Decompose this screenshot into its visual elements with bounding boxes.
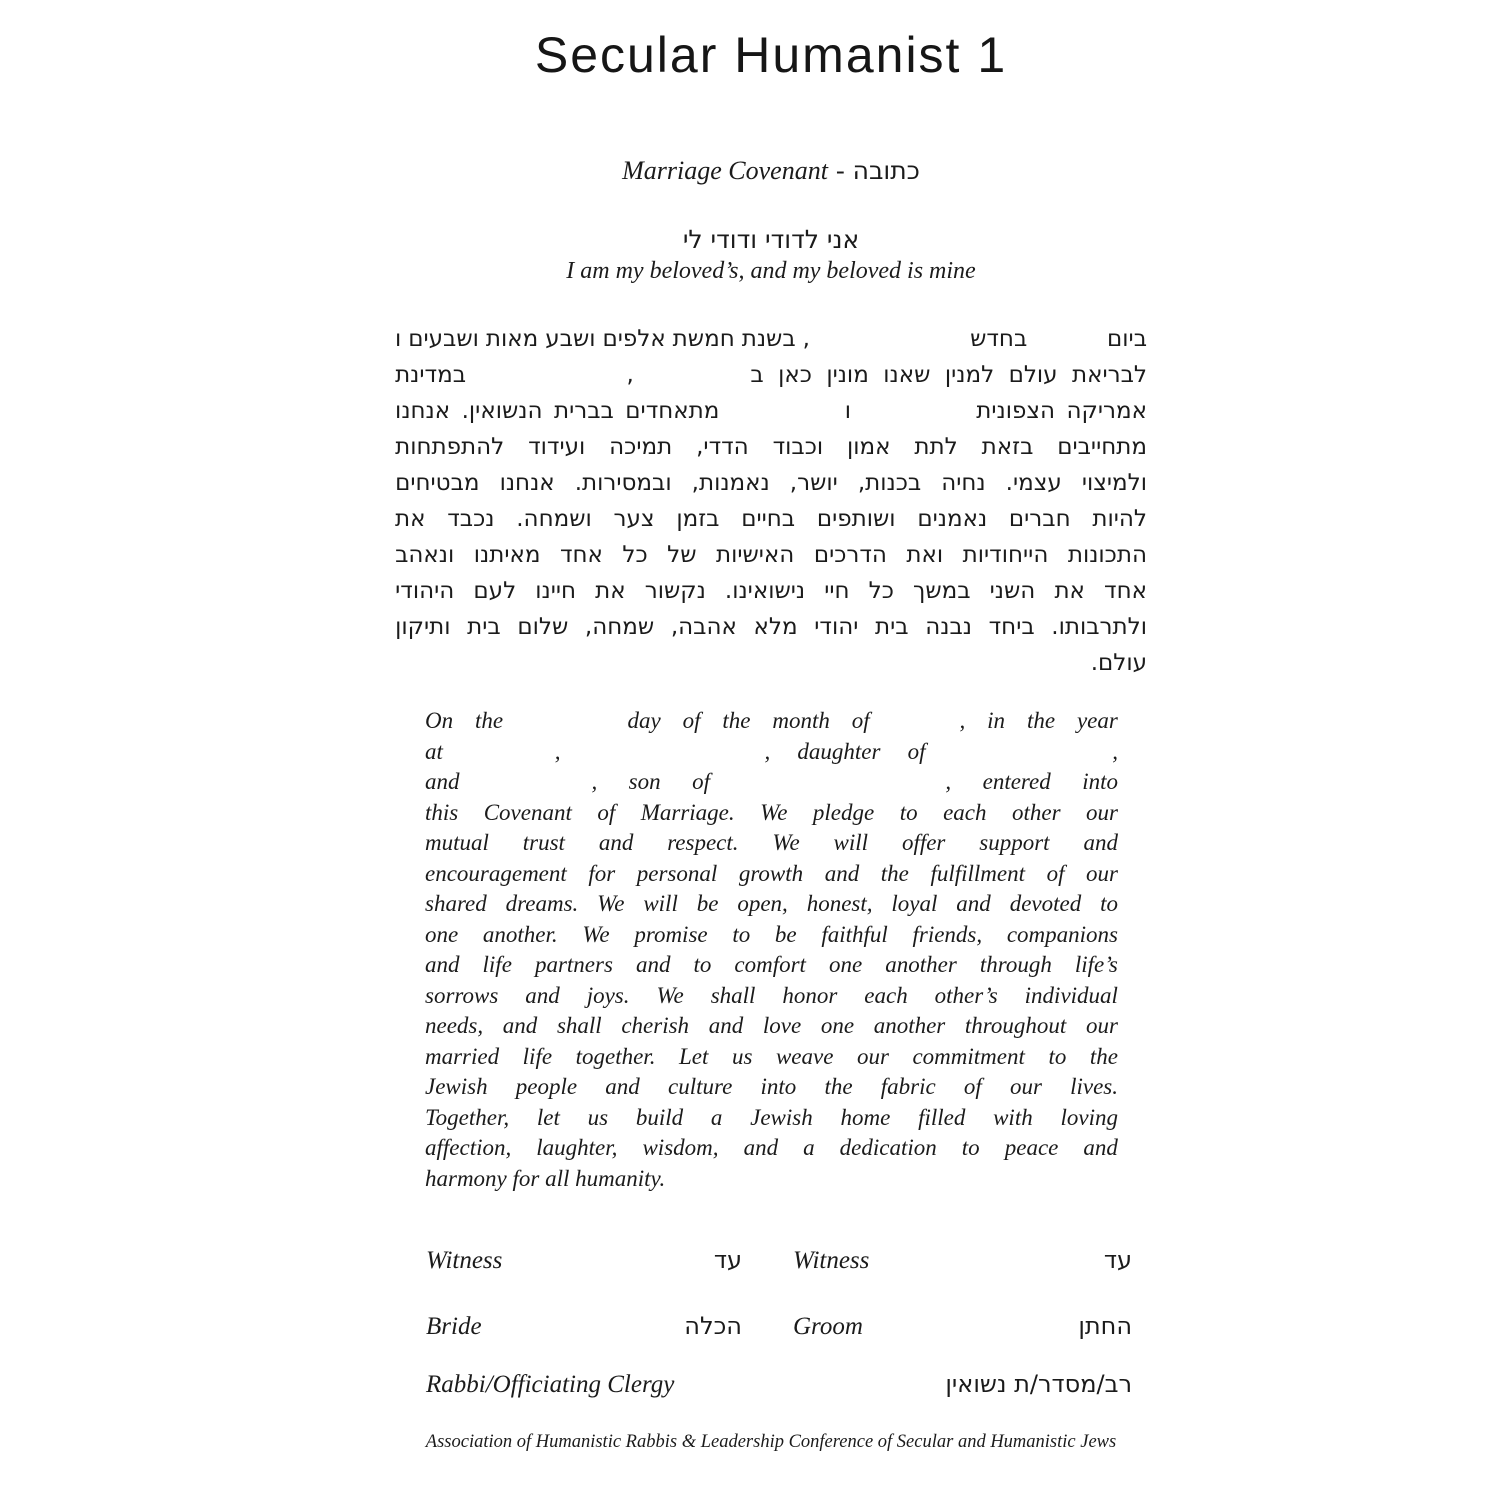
text-line: and , son of , entered into xyxy=(425,769,1118,794)
witness-right-label: Witness xyxy=(793,1247,870,1274)
text-line: affection, laughter, wisdom, and a dedication to peace and xyxy=(425,1135,1118,1160)
groom-label: Groom xyxy=(793,1313,863,1340)
text-line: needs, and shall cherish and love one another throughout our xyxy=(425,1013,1118,1038)
text-line: ולתרבותו. ביחד נבנה בית יהודי מלא אהבה, שמחה, שלום בית ותיקון xyxy=(395,614,1147,640)
english-verse: I am my beloved’s, and my beloved is mine xyxy=(566,258,976,284)
text-line: mutual trust and respect. We will offer support and xyxy=(425,830,1118,855)
text-line: sorrows and joys. We shall honor each other’s individual xyxy=(425,982,1118,1008)
subtitle-english: Marriage Covenant xyxy=(622,156,828,185)
subtitle-separator: - xyxy=(835,156,845,185)
english-paragraph xyxy=(425,706,1118,1194)
witness-signature-row xyxy=(426,1246,1132,1275)
text-line: and life partners and to comfort one another through life’s xyxy=(425,952,1118,977)
page-title: Secular Humanist 1 xyxy=(534,27,1008,83)
hebrew-paragraph xyxy=(395,321,1147,681)
witness-right xyxy=(793,1246,1132,1275)
text-line: Jewish people and culture into the fabric of our lives. xyxy=(425,1074,1118,1099)
text-line: Together, let us build a Jewish home filled with loving xyxy=(425,1104,1118,1130)
text-line: one another. We promise to be faithful friends, companions xyxy=(425,921,1118,947)
bride-label: Bride xyxy=(426,1313,482,1340)
text-line: harmony for all humanity. xyxy=(425,1165,666,1191)
text-line: On the day of the month of , in the year xyxy=(425,708,1118,733)
text-line: married life together. Let us weave our commitment to the xyxy=(425,1043,1118,1069)
text-line: ביום בחדש , בשנת חמשת אלפים ושבע מאות ושבעים ו xyxy=(395,326,1147,352)
text-line: ולמיצוי עצמי. נחיה בכנות, יושר, נאמנות, ובמסירות. אנחנו מבטיחים xyxy=(395,470,1147,496)
groom-hebrew-label: החתן xyxy=(1078,1312,1132,1340)
clergy-signature xyxy=(426,1370,1132,1399)
bride-groom-signature-row xyxy=(426,1312,1132,1341)
text-line: מתחייבים בזאת לתת אמון וכבוד הדדי, תמיכה ועידוד להתפתחות xyxy=(395,434,1147,460)
witness-left-hebrew-label: עד xyxy=(713,1246,742,1274)
hebrew-verse: אני לדודי ודודי לי xyxy=(682,225,860,254)
text-line: encouragement for personal growth and the fulfillment of our xyxy=(425,860,1118,886)
text-line: at , , daughter of , xyxy=(425,738,1118,764)
bride-signature xyxy=(426,1312,742,1341)
clergy-label: Rabbi/Officiating Clergy xyxy=(426,1371,675,1398)
text-line: אמריקה הצפונית ו מתאחדים בברית הנשואין. אנחנו xyxy=(395,398,1147,424)
text-line: אחד את השני במשך כל חיי נישואינו. נקשור את חיינו לעם היהודי xyxy=(395,578,1147,604)
text-line: עולם. xyxy=(1090,650,1147,676)
document-content xyxy=(395,0,1147,1500)
text-line: shared dreams. We will be open, honest, loyal and devoted to xyxy=(425,891,1118,916)
footer-organization: Association of Humanistic Rabbis & Leadership Conference of Secular and Humanistic Jews xyxy=(425,1432,1117,1452)
bride-hebrew-label: הכלה xyxy=(684,1312,742,1340)
witness-left-label: Witness xyxy=(426,1247,503,1274)
text-line: להיות חברים נאמנים ושותפים בחיים בזמן צער ושמחה. נכבד את xyxy=(395,506,1147,532)
text-line: לבריאת עולם למנין שאנו מונין כאן ב , במדינת xyxy=(395,362,1147,388)
clergy-signature-row xyxy=(426,1370,1132,1399)
subtitle xyxy=(395,156,1147,186)
text-line: התכונות הייחודיות ואת הדרכים האישיות של כל אחד מאיתנו ונאהב xyxy=(395,542,1147,568)
text-line: this Covenant of Marriage. We pledge to each other our xyxy=(425,799,1118,825)
witness-left xyxy=(426,1246,742,1275)
clergy-hebrew-label: רב/מסדר/ת נשואין xyxy=(945,1370,1132,1398)
groom-signature xyxy=(793,1312,1132,1341)
subtitle-hebrew: כתובה xyxy=(852,156,920,185)
witness-right-hebrew-label: עד xyxy=(1103,1246,1132,1274)
